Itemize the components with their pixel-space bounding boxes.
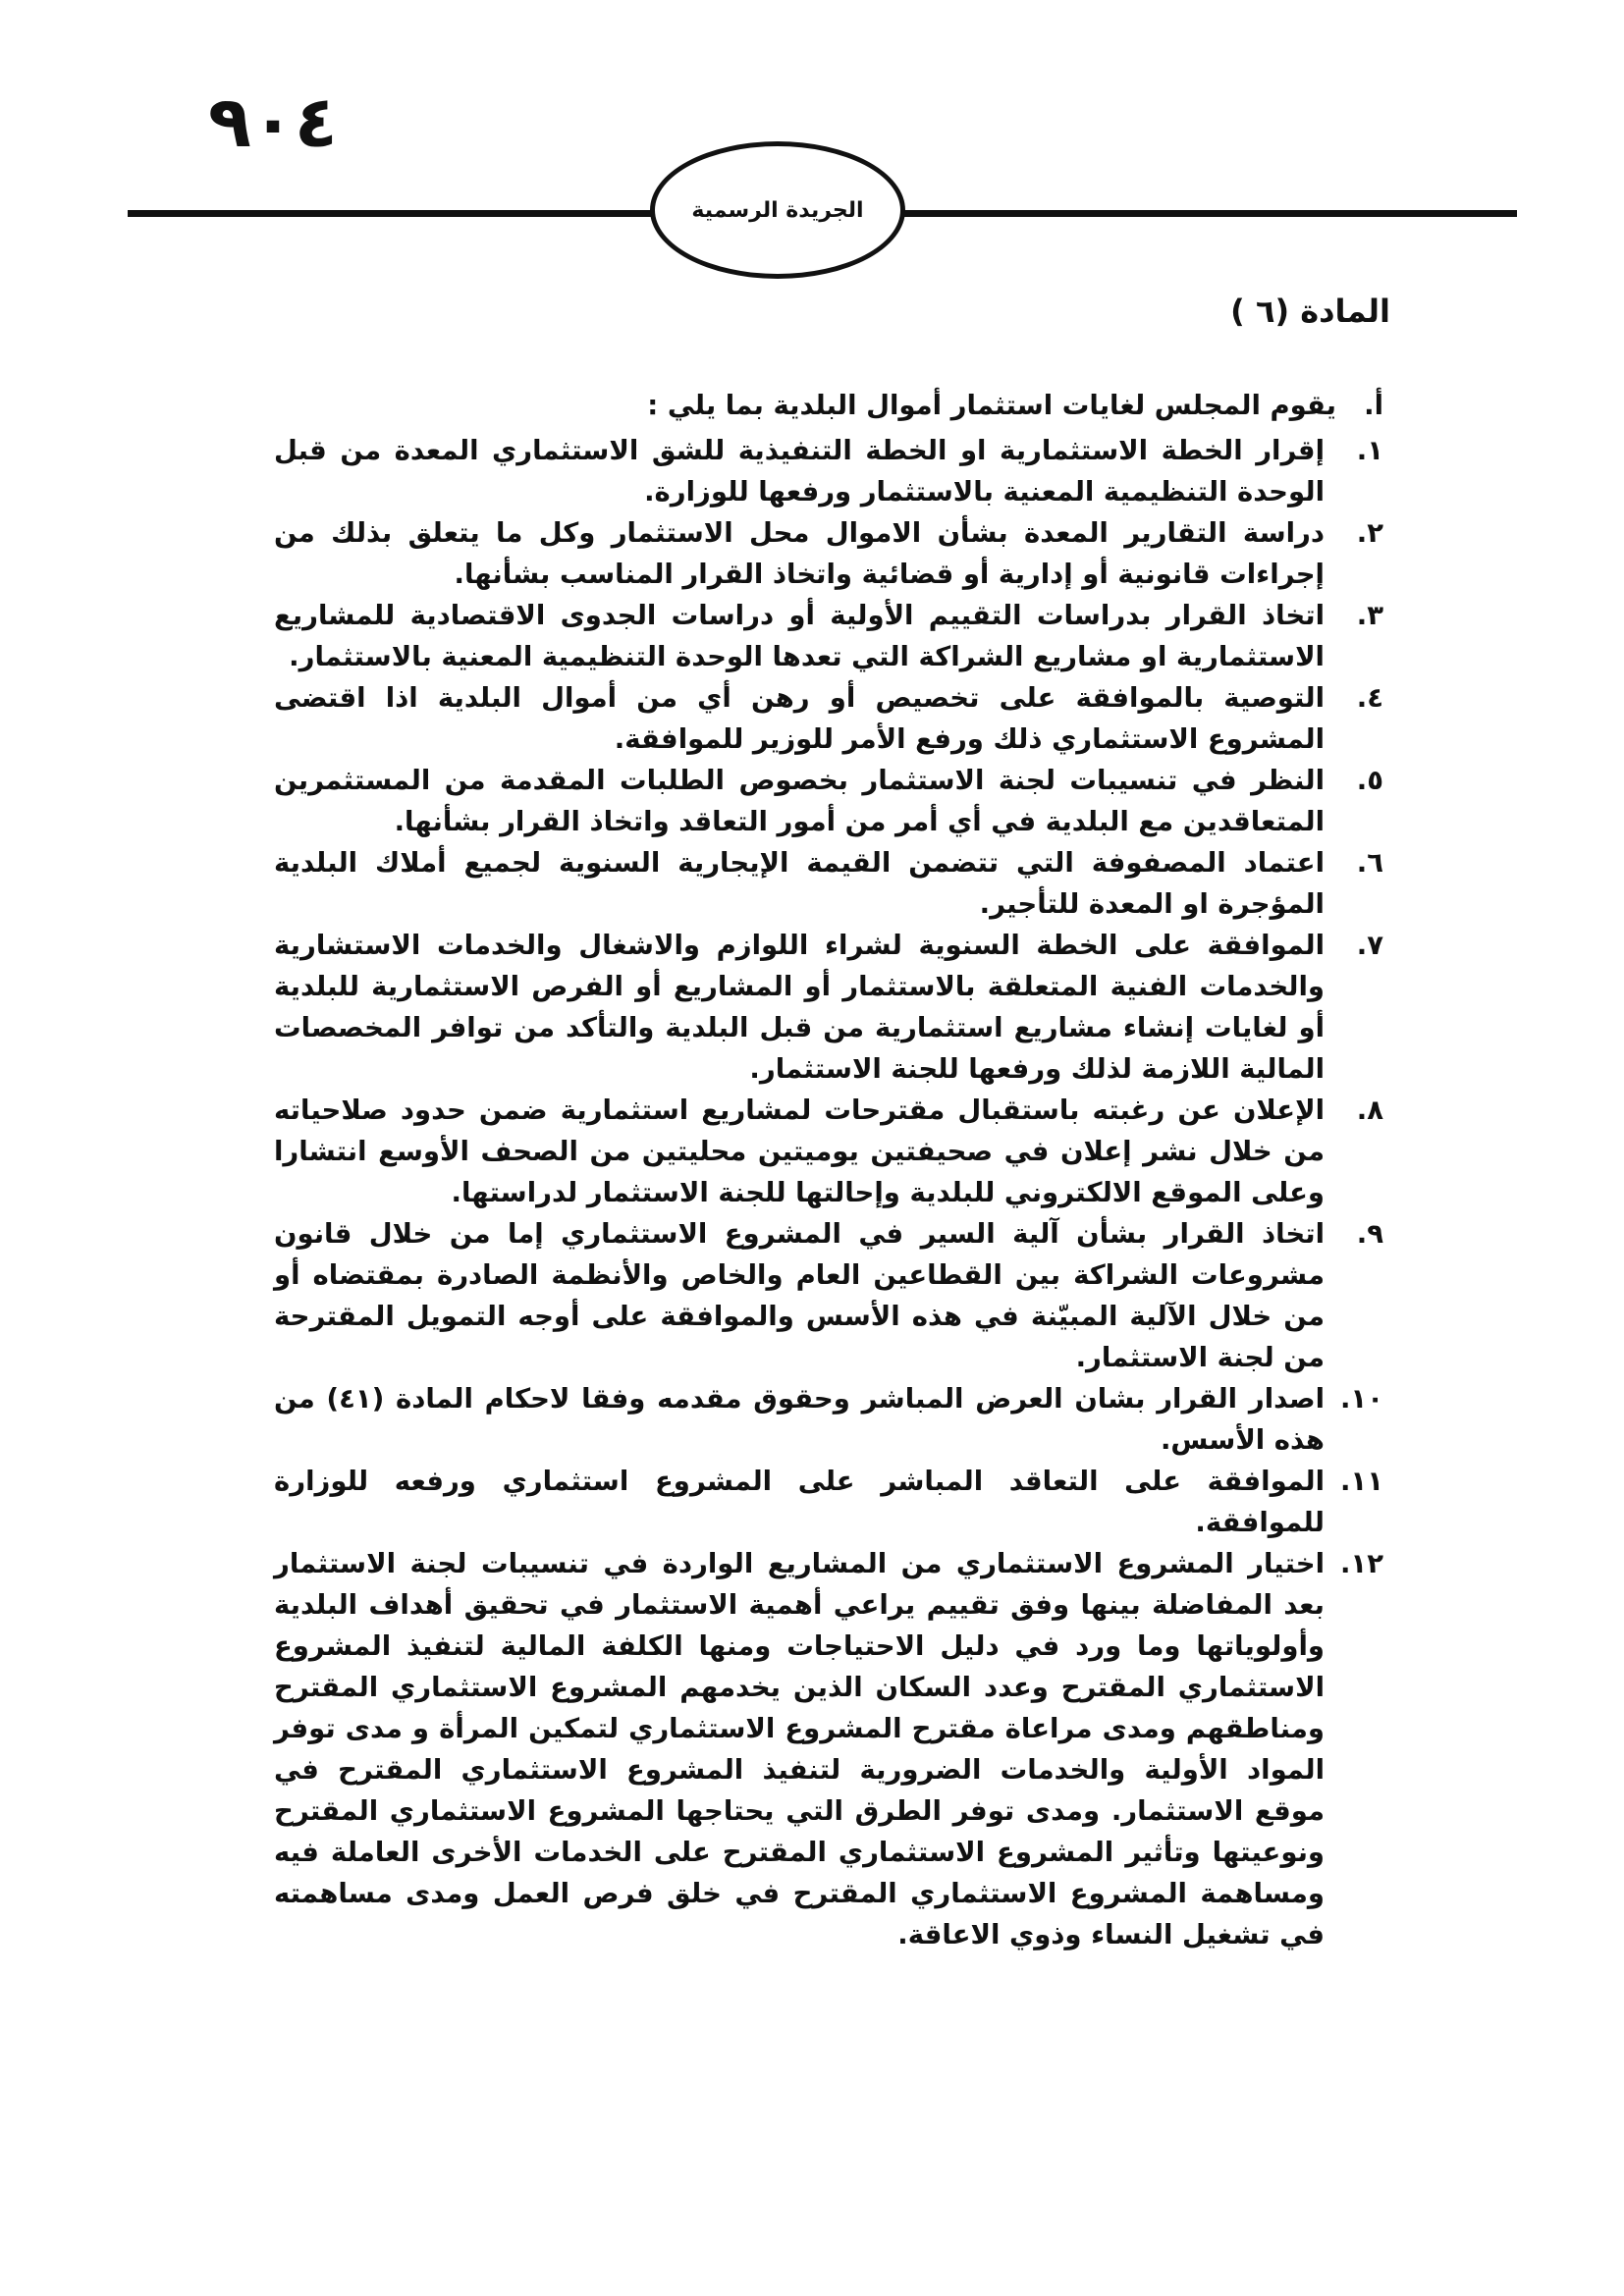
list-item <box>274 677 1383 760</box>
item-text: اصدار القرار بشان العرض المباشر وحقوق مقدمه وفقا لاحكام المادة (٤١) من هذه الأسس. <box>274 1383 1325 1456</box>
item-number: ٧. <box>1356 930 1383 961</box>
item-number: ٣. <box>1356 600 1383 631</box>
item-number: ١٠. <box>1339 1383 1383 1415</box>
page-number: ٩٠٤ <box>208 80 338 163</box>
item-text: النظر في تنسيبات لجنة الاستثمار بخصوص الطلبات المقدمة من المستثمرين المتعاقدين مع البلدية في أي أمر من أمور التعاقد واتخاذ القرار بشأنها. <box>274 765 1325 837</box>
item-number: ٥. <box>1356 765 1383 796</box>
item-text: الموافقة على التعاقد المباشر على المشروع استثماري ورفعه للوزارة للموافقة. <box>274 1466 1325 1538</box>
item-text: اتخاذ القرار بدراسات التقييم الأولية أو دراسات الجدوى الاقتصادية للمشاريع الاستثمارية او مشاريع الشراكة التي تعدها الوحدة التنظيمية المعنية بالاستثمار. <box>274 600 1325 672</box>
list-item <box>274 512 1383 595</box>
item-text: اختيار المشروع الاستثماري من المشاريع الواردة في تنسيبات لجنة الاستثمار بعد المفاضلة بينها وفق تقييم يراعي أهمية الاستثمار في تحقيق أهداف البلدية وأولوياتها وما ورد في دليل الاحتياجات ومنها الكلفة المالية لتنفيذ المشروع الاستثماري المقترح وعدد السكان الذين يخدمهم المشروع الاستثماري المقترح ومناطقهم ومدى مراعاة مقترح المشروع الاستثماري لتمكين المرأة و مدى توفر المواد الأولية والخدمات الضرورية لتنفيذ المشروع الاستثماري المقترح في موقع الاستثمار. ومدى توفر الطرق التي يحتاجها المشروع الاستثماري المقترح ونوعيتها وتأثير المشروع الاستثماري المقترح على الخدمات الأخرى العاملة فيه ومساهمة المشروع الاستثماري المقترح في خلق فرص العمل ومدى مساهمته في تشغيل النساء وذوي الاعاقة. <box>274 1548 1325 1950</box>
list-item <box>274 1461 1383 1543</box>
list-item <box>274 1543 1383 1955</box>
list-item <box>274 842 1383 925</box>
item-text: التوصية بالموافقة على تخصيص أو رهن أي من أموال البلدية اذا اقتضى المشروع الاستثماري ذلك ورفع الأمر للوزير للموافقة. <box>274 682 1325 755</box>
list-item <box>274 1213 1383 1378</box>
gazette-name: الجريدة الرسمية <box>691 197 864 223</box>
item-number: ١٢. <box>1339 1548 1383 1579</box>
list-item <box>274 925 1383 1090</box>
clause-a <box>274 385 1383 426</box>
item-text: الإعلان عن رغبته باستقبال مقترحات لمشاريع استثمارية ضمن حدود صلاحياته من خلال نشر إعلان في صحيفتين يوميتين محليتين من الصحف الأوسع انتشارا وعلى الموقع الالكتروني للبلدية وإحالتها للجنة الاستثمار لدراستها. <box>274 1095 1325 1208</box>
item-number: ١١. <box>1339 1466 1383 1497</box>
item-number: ١. <box>1356 435 1383 466</box>
list-item <box>274 595 1383 677</box>
item-number: ٦. <box>1356 847 1383 879</box>
item-text: إقرار الخطة الاستثمارية او الخطة التنفيذية للشق الاستثماري المعدة من قبل الوحدة التنظيمية المعنية بالاستثمار ورفعها للوزارة. <box>274 435 1325 507</box>
item-number: ٩. <box>1356 1218 1383 1250</box>
item-number: ٢. <box>1356 517 1383 549</box>
item-text: دراسة التقارير المعدة بشأن الاموال محل الاستثمار وكل ما يتعلق بذلك من إجراءات قانونية أو إدارية أو قضائية واتخاذ القرار المناسب بشأنها. <box>274 517 1325 590</box>
list-item <box>274 430 1383 512</box>
gazette-header-oval <box>650 141 905 279</box>
item-text: الموافقة على الخطة السنوية لشراء اللوازم والاشغال والخدمات الاستشارية والخدمات الفنية المتعلقة بالاستثمار أو المشاريع أو الفرص الاستثمارية للبلدية أو لغايات إنشاء مشاريع استثمارية من قبل البلدية والتأكد من توافر المخصصات المالية اللازمة لذلك ورفعها للجنة الاستثمار. <box>274 930 1325 1085</box>
item-text: اعتماد المصفوفة التي تتضمن القيمة الإيجارية السنوية لجميع أملاك البلدية المؤجرة او المعدة للتأجير. <box>274 847 1325 920</box>
clause-intro: يقوم المجلس لغايات استثمار أموال البلدية بما يلي : <box>647 390 1336 421</box>
article-title: المادة (٦ ) <box>1230 293 1390 330</box>
clause-label: أ. <box>1364 390 1383 421</box>
list-item <box>274 1090 1383 1213</box>
items-list <box>274 430 1383 1955</box>
list-item <box>274 760 1383 842</box>
item-text: اتخاذ القرار بشأن آلية السير في المشروع الاستثماري إما من خلال قانون مشروعات الشراكة بين القطاعين العام والخاص والأنظمة الصادرة بمقتضاه أو من خلال الآلية المبيّنة في هذه الأسس والموافقة على أوجه التمويل المقترحة من لجنة الاستثمار. <box>274 1218 1325 1373</box>
article-body <box>274 385 1383 1955</box>
list-item <box>274 1378 1383 1461</box>
item-number: ٤. <box>1356 682 1383 714</box>
item-number: ٨. <box>1356 1095 1383 1126</box>
